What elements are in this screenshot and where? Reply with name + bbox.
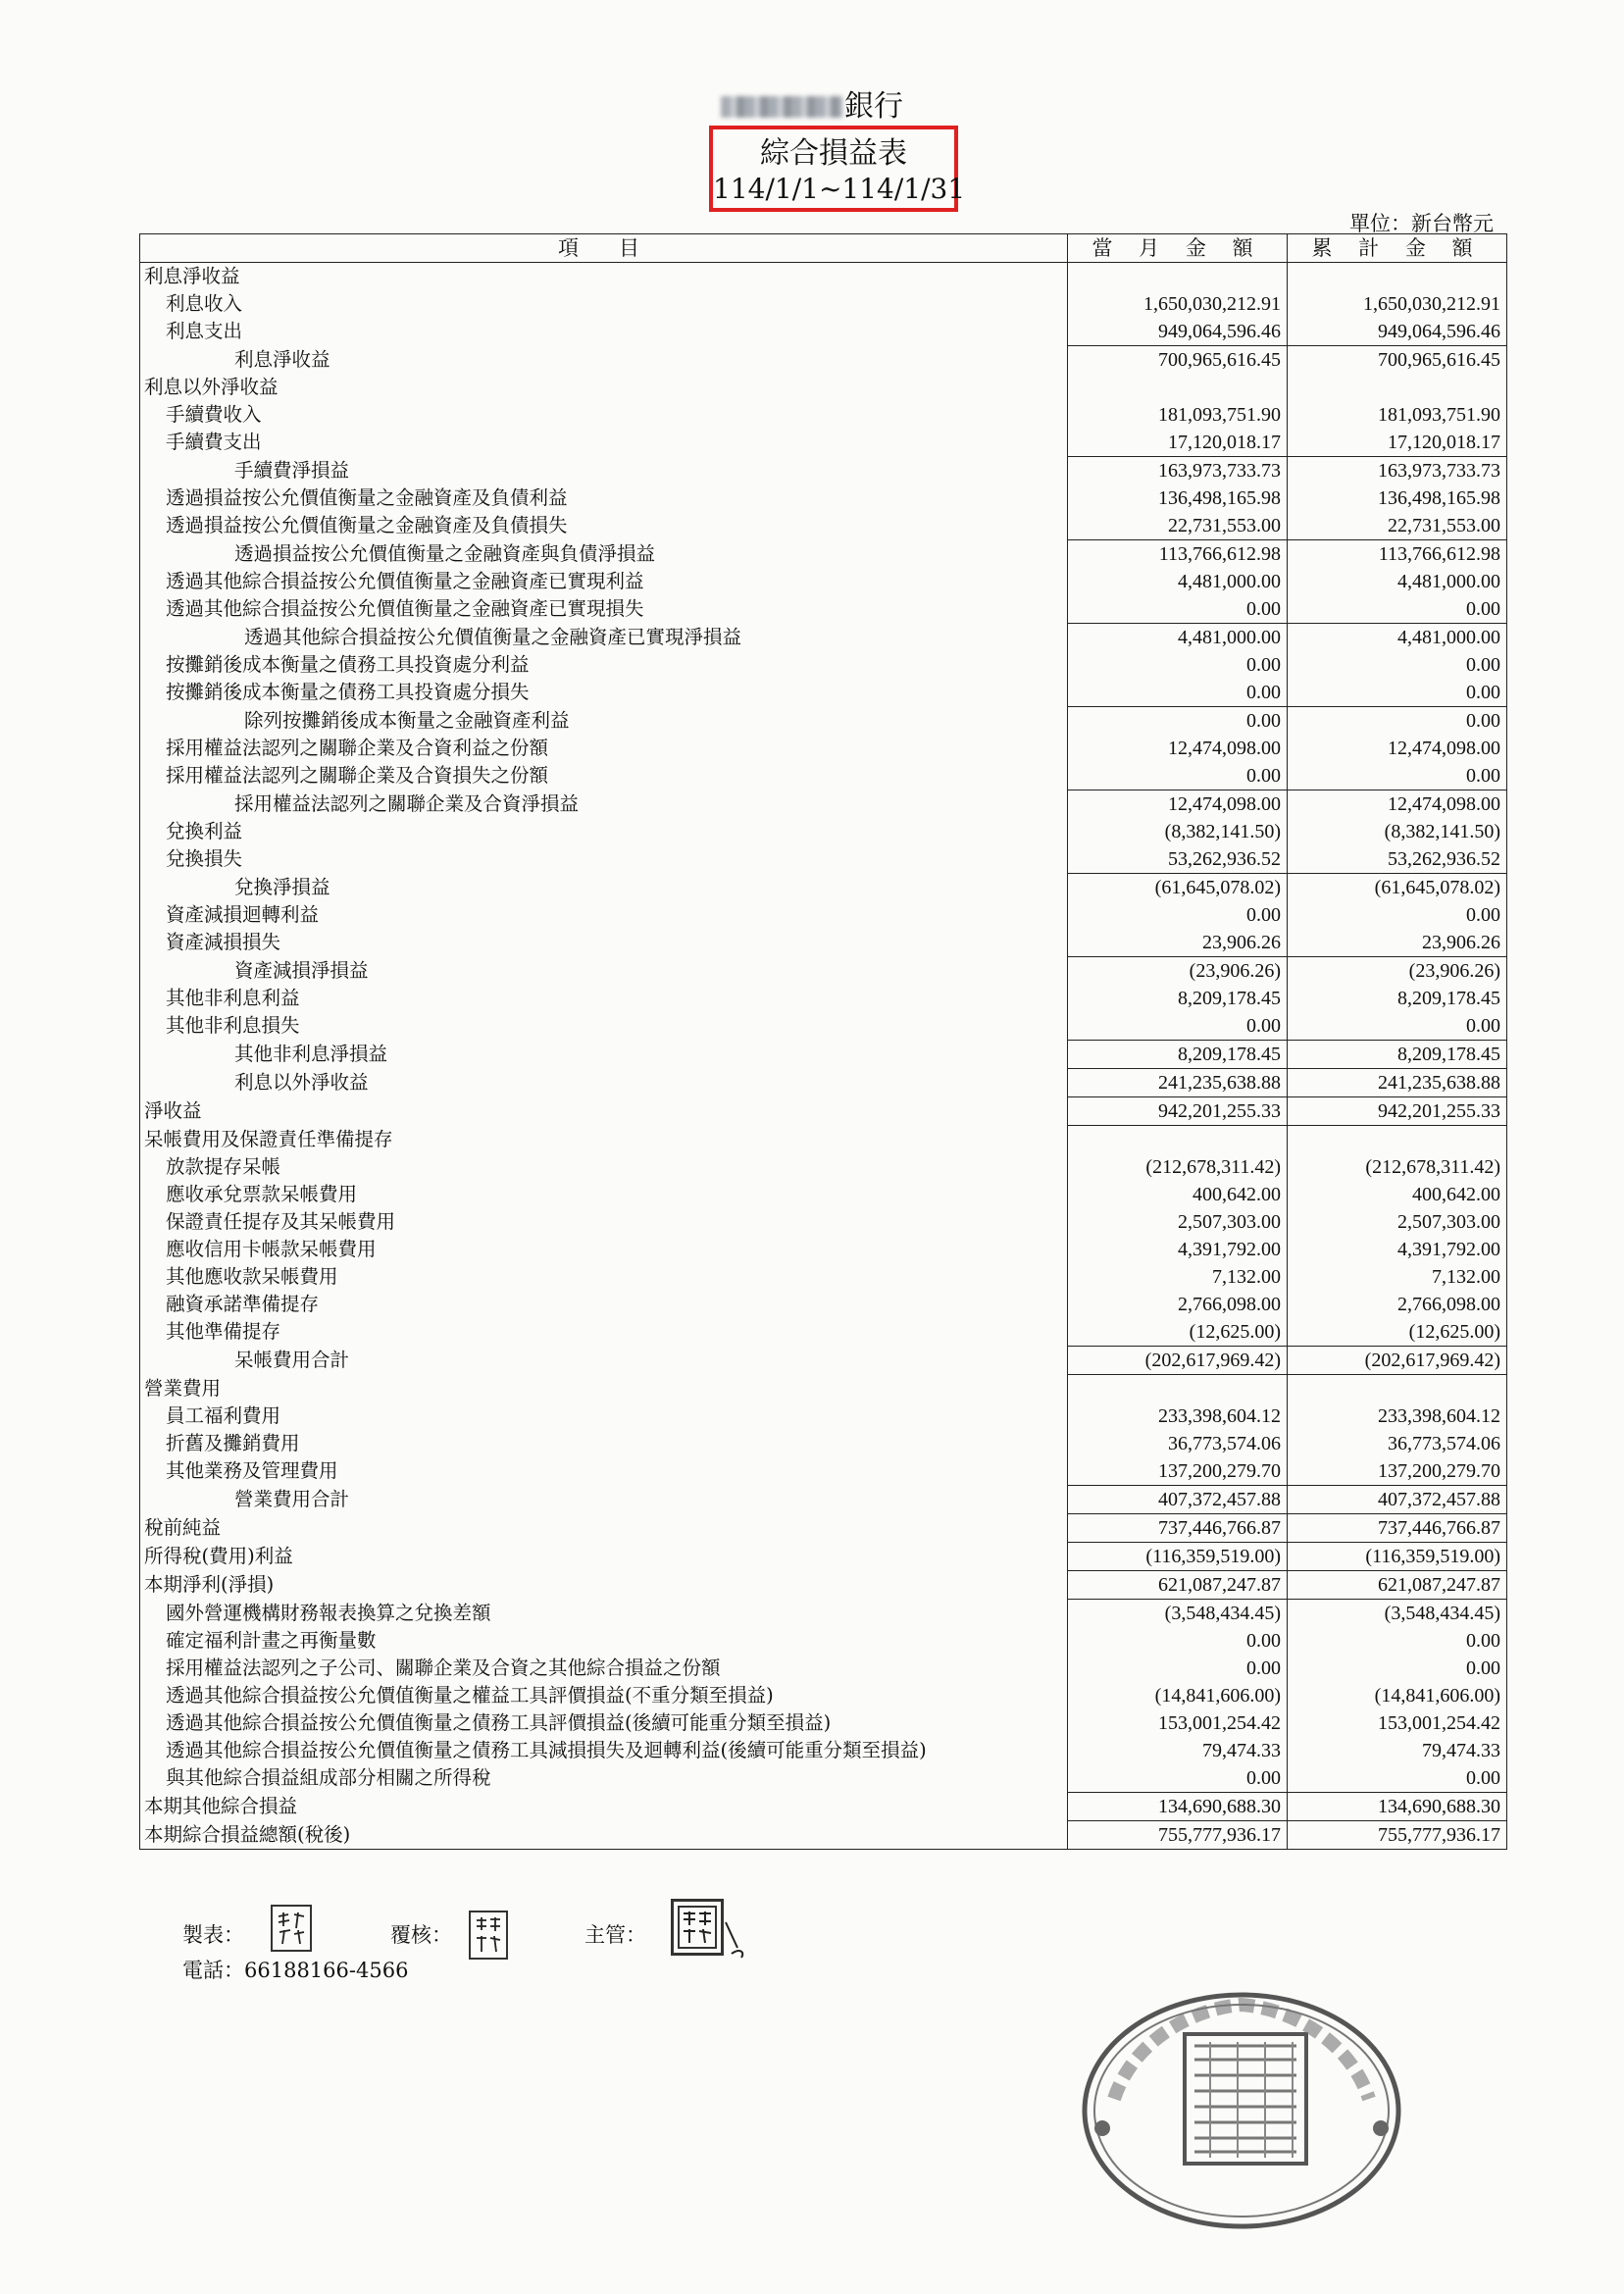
- row-label: 透過其他綜合損益按公允價值衡量之金融資產已實現損失: [140, 595, 1068, 624]
- row-label: 其他準備提存: [140, 1318, 1068, 1347]
- row-label: 營業費用: [140, 1375, 1068, 1403]
- row-label: 營業費用合計: [140, 1486, 1068, 1514]
- cumulative-amount: 12,474,098.00: [1288, 790, 1507, 819]
- row-label: 資產減損淨損益: [140, 957, 1068, 986]
- cumulative-amount: 0.00: [1288, 901, 1507, 929]
- statement-row: [140, 401, 1507, 429]
- cumulative-amount: 0.00: [1288, 1764, 1507, 1793]
- row-label: 其他非利息利益: [140, 985, 1068, 1012]
- row-label: 採用權益法認列之子公司、關聯企業及合資之其他綜合損益之份額: [140, 1655, 1068, 1682]
- row-label: 其他應收款呆帳費用: [140, 1263, 1068, 1291]
- month-amount: 12,474,098.00: [1068, 735, 1288, 762]
- row-label: 呆帳費用合計: [140, 1347, 1068, 1375]
- row-label: 利息淨收益: [140, 346, 1068, 375]
- month-amount: 0.00: [1068, 1627, 1288, 1655]
- month-amount: (8,382,141.50): [1068, 818, 1288, 845]
- month-amount: 4,481,000.00: [1068, 624, 1288, 652]
- statement-row: [140, 929, 1507, 957]
- month-amount: 0.00: [1068, 651, 1288, 679]
- row-label: 資產減損損失: [140, 929, 1068, 957]
- statement-row: [140, 818, 1507, 845]
- supervisor-label: 主管：: [584, 1923, 646, 1947]
- statement-row: [140, 1097, 1507, 1126]
- month-amount: 949,064,596.46: [1068, 318, 1288, 346]
- month-amount: 0.00: [1068, 901, 1288, 929]
- cumulative-amount: 407,372,457.88: [1288, 1486, 1507, 1514]
- supervisor-seal-icon: [676, 1904, 719, 1951]
- statement-row: [140, 1126, 1507, 1154]
- month-amount: 153,001,254.42: [1068, 1709, 1288, 1737]
- cumulative-amount: 8,209,178.45: [1288, 985, 1507, 1012]
- month-amount: 755,777,936.17: [1068, 1821, 1288, 1850]
- column-header-cumulative: 累 計 金 額: [1288, 234, 1507, 263]
- cumulative-amount: 621,087,247.87: [1288, 1571, 1507, 1600]
- statement-row: [140, 1627, 1507, 1655]
- company-seal: [1075, 1981, 1408, 2236]
- row-label: 資產減損迴轉利益: [140, 901, 1068, 929]
- redacted-bank-name: [721, 96, 842, 118]
- statement-row: [140, 540, 1507, 569]
- statement-row: [140, 346, 1507, 375]
- statement-row: [140, 707, 1507, 736]
- statement-row: [140, 1764, 1507, 1793]
- statement-title: 綜合損益表: [760, 136, 907, 171]
- cumulative-amount: (14,841,606.00): [1288, 1682, 1507, 1709]
- statement-row: [140, 1600, 1507, 1628]
- row-label: 放款提存呆帳: [140, 1153, 1068, 1181]
- row-label: 透過其他綜合損益按公允價值衡量之債務工具減損損失及迴轉利益(後續可能重分類至損益): [140, 1737, 1068, 1764]
- cumulative-amount: 53,262,936.52: [1288, 845, 1507, 874]
- cumulative-amount: 737,446,766.87: [1288, 1514, 1507, 1543]
- month-amount: 407,372,457.88: [1068, 1486, 1288, 1514]
- month-amount: 136,498,165.98: [1068, 484, 1288, 512]
- row-label: 應收信用卡帳款呆帳費用: [140, 1236, 1068, 1263]
- cumulative-amount: 4,391,792.00: [1288, 1236, 1507, 1263]
- statement-row: [140, 1236, 1507, 1263]
- month-amount: 17,120,018.17: [1068, 429, 1288, 457]
- month-amount: 4,481,000.00: [1068, 568, 1288, 595]
- month-amount: 79,474.33: [1068, 1737, 1288, 1764]
- row-label: 其他非利息損失: [140, 1012, 1068, 1041]
- statement-row: [140, 1682, 1507, 1709]
- statement-row: [140, 901, 1507, 929]
- table-header-row: [140, 234, 1507, 263]
- month-amount: (12,625.00): [1068, 1318, 1288, 1347]
- statement-row: [140, 790, 1507, 819]
- cumulative-amount: 233,398,604.12: [1288, 1402, 1507, 1430]
- statement-row: [140, 374, 1507, 401]
- row-label: 兌換淨損益: [140, 874, 1068, 902]
- statement-row: [140, 290, 1507, 318]
- cumulative-amount: (23,906.26): [1288, 957, 1507, 986]
- month-amount: [1068, 374, 1288, 401]
- statement-row: [140, 1514, 1507, 1543]
- row-label: 淨收益: [140, 1097, 1068, 1126]
- cumulative-amount: (116,359,519.00): [1288, 1543, 1507, 1571]
- statement-row: [140, 1041, 1507, 1069]
- month-amount: (14,841,606.00): [1068, 1682, 1288, 1709]
- statement-row: [140, 1793, 1507, 1821]
- row-label: 採用權益法認列之關聯企業及合資利益之份額: [140, 735, 1068, 762]
- cumulative-amount: 22,731,553.00: [1288, 512, 1507, 540]
- month-amount: 942,201,255.33: [1068, 1097, 1288, 1126]
- cumulative-amount: 0.00: [1288, 679, 1507, 707]
- cumulative-amount: (61,645,078.02): [1288, 874, 1507, 902]
- row-label: 確定福利計畫之再衡量數: [140, 1627, 1068, 1655]
- cumulative-amount: 17,120,018.17: [1288, 429, 1507, 457]
- bank-name-suffix: 銀行: [844, 89, 903, 124]
- statement-row: [140, 1263, 1507, 1291]
- statement-row: [140, 1291, 1507, 1318]
- cumulative-amount: 137,200,279.70: [1288, 1457, 1507, 1486]
- month-amount: 0.00: [1068, 1012, 1288, 1041]
- statement-period: 114/1/1~114/1/31: [713, 173, 966, 205]
- reviewed-by-label: 覆核：: [390, 1923, 452, 1947]
- month-amount: 0.00: [1068, 1764, 1288, 1793]
- column-header-item: 項 目: [140, 234, 1068, 263]
- document-header: [0, 90, 1624, 124]
- statement-row: [140, 1069, 1507, 1097]
- row-label: 應收承兌票款呆帳費用: [140, 1181, 1068, 1208]
- row-label: 與其他綜合損益組成部分相關之所得稅: [140, 1764, 1068, 1793]
- statement-row: [140, 1375, 1507, 1403]
- statement-row: [140, 1012, 1507, 1041]
- statement-row: [140, 263, 1507, 291]
- table-body: [140, 263, 1507, 1850]
- statement-row: [140, 985, 1507, 1012]
- cumulative-amount: 0.00: [1288, 595, 1507, 624]
- income-statement-table: [139, 233, 1507, 1850]
- month-amount: 1,650,030,212.91: [1068, 290, 1288, 318]
- statement-row: [140, 651, 1507, 679]
- month-amount: (23,906.26): [1068, 957, 1288, 986]
- month-amount: 621,087,247.87: [1068, 1571, 1288, 1600]
- statement-row: [140, 568, 1507, 595]
- month-amount: [1068, 1126, 1288, 1154]
- cumulative-amount: 134,690,688.30: [1288, 1793, 1507, 1821]
- statement-row: [140, 1430, 1507, 1457]
- row-label: 手續費淨損益: [140, 457, 1068, 485]
- row-label: 利息支出: [140, 318, 1068, 346]
- cumulative-amount: 36,773,574.06: [1288, 1430, 1507, 1457]
- statement-row: [140, 1318, 1507, 1347]
- cumulative-amount: 7,132.00: [1288, 1263, 1507, 1291]
- month-amount: [1068, 1375, 1288, 1403]
- month-amount: 163,973,733.73: [1068, 457, 1288, 485]
- prepared-by-label: 製表：: [182, 1923, 244, 1947]
- cumulative-amount: 113,766,612.98: [1288, 540, 1507, 569]
- statement-row: [140, 318, 1507, 346]
- statement-row: [140, 1181, 1507, 1208]
- month-amount: 233,398,604.12: [1068, 1402, 1288, 1430]
- cumulative-amount: 0.00: [1288, 762, 1507, 790]
- month-amount: 0.00: [1068, 1655, 1288, 1682]
- statement-row: [140, 1457, 1507, 1486]
- row-label: 按攤銷後成本衡量之債務工具投資處分利益: [140, 651, 1068, 679]
- cumulative-amount: 153,001,254.42: [1288, 1709, 1507, 1737]
- row-label: 其他業務及管理費用: [140, 1457, 1068, 1486]
- row-label: 本期其他綜合損益: [140, 1793, 1068, 1821]
- month-amount: (61,645,078.02): [1068, 874, 1288, 902]
- month-amount: 0.00: [1068, 595, 1288, 624]
- cumulative-amount: [1288, 263, 1507, 291]
- contact-phone: 電話：66188166-4566: [182, 1959, 409, 1982]
- statement-row: [140, 457, 1507, 485]
- cumulative-amount: 0.00: [1288, 1655, 1507, 1682]
- statement-row: [140, 1402, 1507, 1430]
- handwritten-stamp-icon: [473, 1914, 504, 1956]
- statement-row: [140, 735, 1507, 762]
- cumulative-amount: (202,617,969.42): [1288, 1347, 1507, 1375]
- month-amount: 4,391,792.00: [1068, 1236, 1288, 1263]
- month-amount: 134,690,688.30: [1068, 1793, 1288, 1821]
- statement-row: [140, 484, 1507, 512]
- cumulative-amount: 4,481,000.00: [1288, 624, 1507, 652]
- row-label: 兌換利益: [140, 818, 1068, 845]
- statement-row: [140, 1543, 1507, 1571]
- cumulative-amount: 400,642.00: [1288, 1181, 1507, 1208]
- month-amount: 113,766,612.98: [1068, 540, 1288, 569]
- row-label: 透過損益按公允價值衡量之金融資產與負債淨損益: [140, 540, 1068, 569]
- cumulative-amount: [1288, 374, 1507, 401]
- cumulative-amount: 0.00: [1288, 1627, 1507, 1655]
- row-label: 所得稅(費用)利益: [140, 1543, 1068, 1571]
- row-label: 本期綜合損益總額(稅後): [140, 1821, 1068, 1850]
- month-amount: [1068, 263, 1288, 291]
- cumulative-amount: 0.00: [1288, 707, 1507, 736]
- row-label: 其他非利息淨損益: [140, 1041, 1068, 1069]
- row-label: 透過損益按公允價值衡量之金融資產及負債利益: [140, 484, 1068, 512]
- statement-row: [140, 1821, 1507, 1850]
- month-amount: 241,235,638.88: [1068, 1069, 1288, 1097]
- month-amount: 400,642.00: [1068, 1181, 1288, 1208]
- cumulative-amount: 1,650,030,212.91: [1288, 290, 1507, 318]
- cumulative-amount: 755,777,936.17: [1288, 1821, 1507, 1850]
- month-amount: 737,446,766.87: [1068, 1514, 1288, 1543]
- month-amount: 8,209,178.45: [1068, 985, 1288, 1012]
- month-amount: 2,766,098.00: [1068, 1291, 1288, 1318]
- handwritten-stamp-icon: [275, 1909, 308, 1948]
- cumulative-amount: 2,766,098.00: [1288, 1291, 1507, 1318]
- row-label: 本期淨利(淨損): [140, 1571, 1068, 1600]
- statement-row: [140, 762, 1507, 790]
- row-label: 除列按攤銷後成本衡量之金融資產利益: [140, 707, 1068, 736]
- statement-row: [140, 1655, 1507, 1682]
- row-label: 利息以外淨收益: [140, 1069, 1068, 1097]
- row-label: 透過其他綜合損益按公允價值衡量之金融資產已實現利益: [140, 568, 1068, 595]
- currency-unit: 單位：新台幣元: [1349, 212, 1494, 235]
- row-label: 透過其他綜合損益按公允價值衡量之債務工具評價損益(後續可能重分類至損益): [140, 1709, 1068, 1737]
- row-label: 員工福利費用: [140, 1402, 1068, 1430]
- row-label: 呆帳費用及保證責任準備提存: [140, 1126, 1068, 1154]
- statement-row: [140, 679, 1507, 707]
- month-amount: 8,209,178.45: [1068, 1041, 1288, 1069]
- statement-row: [140, 1737, 1507, 1764]
- month-amount: 7,132.00: [1068, 1263, 1288, 1291]
- statement-row: [140, 1571, 1507, 1600]
- statement-row: [140, 1709, 1507, 1737]
- statement-row: [140, 595, 1507, 624]
- statement-row: [140, 1153, 1507, 1181]
- cumulative-amount: (3,548,434.45): [1288, 1600, 1507, 1628]
- title-highlight-box: [709, 126, 966, 212]
- row-label: 按攤銷後成本衡量之債務工具投資處分損失: [140, 679, 1068, 707]
- month-amount: 700,965,616.45: [1068, 346, 1288, 375]
- cumulative-amount: [1288, 1375, 1507, 1403]
- month-amount: (212,678,311.42): [1068, 1153, 1288, 1181]
- month-amount: 0.00: [1068, 707, 1288, 736]
- statement-row: [140, 1208, 1507, 1236]
- bank-name: [0, 90, 1624, 124]
- column-header-month: 當 月 金 額: [1068, 234, 1288, 263]
- cumulative-amount: 0.00: [1288, 651, 1507, 679]
- statement-row: [140, 1486, 1507, 1514]
- cumulative-amount: (12,625.00): [1288, 1318, 1507, 1347]
- cumulative-amount: [1288, 1126, 1507, 1154]
- row-label: 折舊及攤銷費用: [140, 1430, 1068, 1457]
- statement-row: [140, 874, 1507, 902]
- statement-row: [140, 1347, 1507, 1375]
- cumulative-amount: 8,209,178.45: [1288, 1041, 1507, 1069]
- month-amount: 0.00: [1068, 679, 1288, 707]
- cumulative-amount: (212,678,311.42): [1288, 1153, 1507, 1181]
- month-amount: (202,617,969.42): [1068, 1347, 1288, 1375]
- row-label: 融資承諾準備提存: [140, 1291, 1068, 1318]
- month-amount: 2,507,303.00: [1068, 1208, 1288, 1236]
- row-label: 手續費收入: [140, 401, 1068, 429]
- prepared-by-stamp: [271, 1905, 312, 1952]
- cumulative-amount: 241,235,638.88: [1288, 1069, 1507, 1097]
- reviewed-by-stamp: [469, 1911, 508, 1960]
- month-amount: 22,731,553.00: [1068, 512, 1288, 540]
- month-amount: 53,262,936.52: [1068, 845, 1288, 874]
- row-label: 利息以外淨收益: [140, 374, 1068, 401]
- supervisor-stamp: [671, 1899, 724, 1956]
- row-label: 保證責任提存及其呆帳費用: [140, 1208, 1068, 1236]
- cumulative-amount: (8,382,141.50): [1288, 818, 1507, 845]
- month-amount: 137,200,279.70: [1068, 1457, 1288, 1486]
- handwritten-initial-mark: [720, 1918, 749, 1960]
- row-label: 利息收入: [140, 290, 1068, 318]
- cumulative-amount: 163,973,733.73: [1288, 457, 1507, 485]
- cumulative-amount: 23,906.26: [1288, 929, 1507, 957]
- cumulative-amount: 0.00: [1288, 1012, 1507, 1041]
- row-label: 採用權益法認列之關聯企業及合資損失之份額: [140, 762, 1068, 790]
- statement-row: [140, 845, 1507, 874]
- seal-inner-square: [1185, 2034, 1306, 2164]
- cumulative-amount: 136,498,165.98: [1288, 484, 1507, 512]
- cumulative-amount: 181,093,751.90: [1288, 401, 1507, 429]
- month-amount: 181,093,751.90: [1068, 401, 1288, 429]
- row-label: 透過其他綜合損益按公允價值衡量之金融資產已實現淨損益: [140, 624, 1068, 652]
- cumulative-amount: 4,481,000.00: [1288, 568, 1507, 595]
- row-label: 兌換損失: [140, 845, 1068, 874]
- row-label: 採用權益法認列之關聯企業及合資淨損益: [140, 790, 1068, 819]
- row-label: 透過其他綜合損益按公允價值衡量之權益工具評價損益(不重分類至損益): [140, 1682, 1068, 1709]
- month-amount: 36,773,574.06: [1068, 1430, 1288, 1457]
- row-label: 稅前純益: [140, 1514, 1068, 1543]
- cumulative-amount: 79,474.33: [1288, 1737, 1507, 1764]
- row-label: 利息淨收益: [140, 263, 1068, 291]
- statement-row: [140, 957, 1507, 986]
- cumulative-amount: 949,064,596.46: [1288, 318, 1507, 346]
- row-label: 手續費支出: [140, 429, 1068, 457]
- cumulative-amount: 942,201,255.33: [1288, 1097, 1507, 1126]
- month-amount: (3,548,434.45): [1068, 1600, 1288, 1628]
- statement-row: [140, 624, 1507, 652]
- month-amount: (116,359,519.00): [1068, 1543, 1288, 1571]
- statement-row: [140, 512, 1507, 540]
- month-amount: 0.00: [1068, 762, 1288, 790]
- month-amount: 23,906.26: [1068, 929, 1288, 957]
- cumulative-amount: 2,507,303.00: [1288, 1208, 1507, 1236]
- cumulative-amount: 700,965,616.45: [1288, 346, 1507, 375]
- statement-row: [140, 429, 1507, 457]
- row-label: 國外營運機構財務報表換算之兌換差額: [140, 1600, 1068, 1628]
- month-amount: 12,474,098.00: [1068, 790, 1288, 819]
- row-label: 透過損益按公允價值衡量之金融資產及負債損失: [140, 512, 1068, 540]
- cumulative-amount: 12,474,098.00: [1288, 735, 1507, 762]
